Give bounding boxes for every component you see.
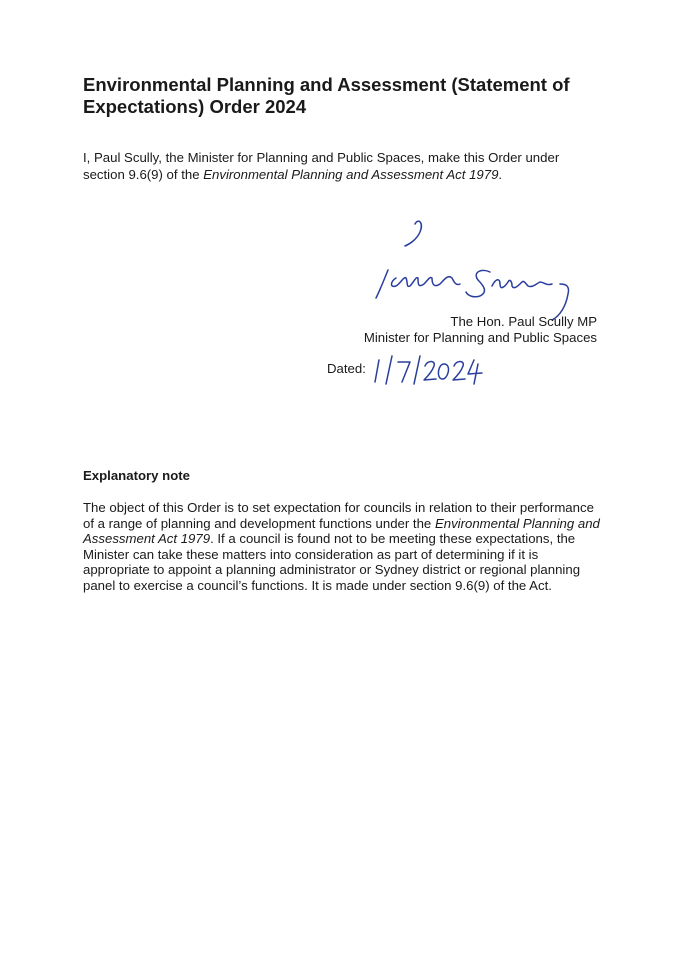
explanatory-note-body [83, 500, 603, 594]
signatory-role: Minister for Planning and Public Spaces [363, 330, 597, 345]
explanatory-note-heading: Explanatory note [83, 468, 190, 483]
preamble-text-end: . [498, 166, 503, 182]
note-text-end: . If a council is found not to be meeting these expectations, the Minister can take these matters into consideration as part of determining if it is appropriate to appoint a planning administrator or Sydney district or regional planning panel to exercise a council’s functions. It is made under section 9.6(9) of the Act. [83, 531, 581, 593]
preamble-act-name: Environmental Planning and Assessment Act 1979 [203, 166, 499, 182]
handwritten-date [370, 352, 488, 388]
document-title: Environmental Planning and Assessment (Statement of Expectations) Order 2024 [83, 74, 570, 117]
note-text-start: The object of this Order is to set expectation for councils in relation to their performance of a range of planning and development functions under the [83, 500, 594, 531]
preamble-text-start: I, Paul Scully, the Minister for Planning and Public Spaces, make this Order under section 9.6(9) of the [83, 150, 560, 182]
signatory-name: The Hon. Paul Scully MP [450, 314, 597, 329]
signature-text: Paul Scully [360, 322, 365, 323]
date-text: 1/7/2024 [370, 387, 374, 388]
handwritten-signature [360, 212, 590, 324]
note-act-name: Environmental Planning and Assessment Act 1979 [83, 515, 600, 547]
preamble-paragraph [83, 150, 603, 183]
dated-label: Dated: [327, 361, 366, 376]
